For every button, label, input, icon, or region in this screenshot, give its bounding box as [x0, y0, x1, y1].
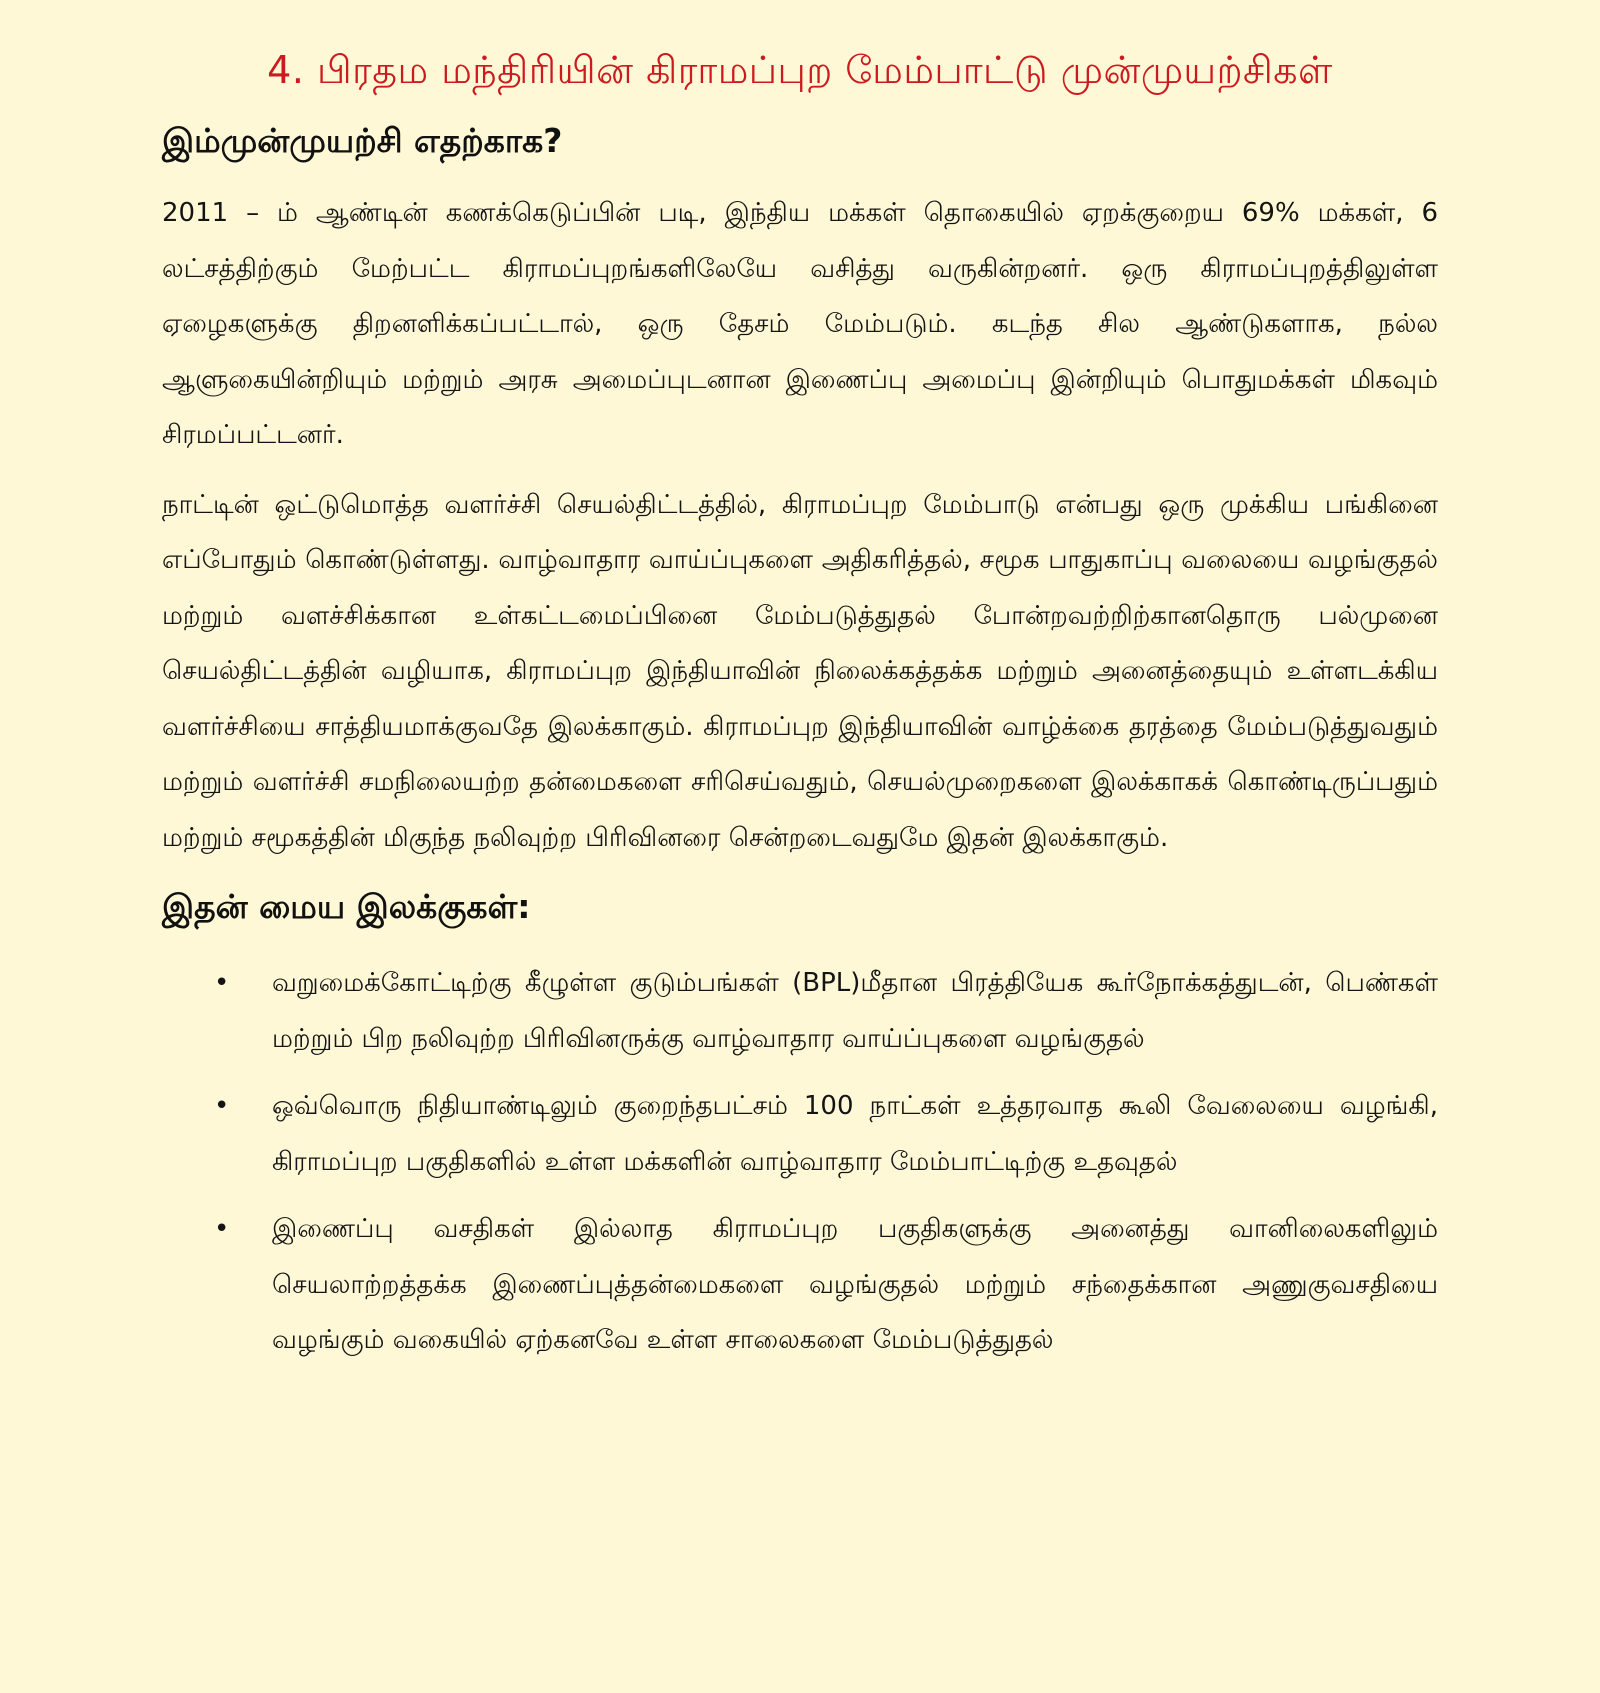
list-item — [162, 1202, 1438, 1369]
goals-list — [162, 956, 1438, 1369]
goal-text: இணைப்பு வசதிகள் இல்லாத கிராமப்புற பகுதிகளுக்கு அனைத்து வானிலைகளிலும் செயலாற்றத்தக்க இணைப்புத்தன்மைகளை வழங்குதல் மற்றும் சந்தைக்கான அணுகுவசதியை வழங்கும் வகையில் ஏற்கனவே உள்ள சாலைகளை மேம்படுத்துதல் — [272, 1214, 1438, 1355]
goal-text: வறுமைக்கோட்டிற்கு கீழுள்ள குடும்பங்கள் (BPL)மீதான பிரத்தியேக கூர்நோக்கத்துடன், பெண்கள் மற்றும் பிற நலிவுற்ற பிரிவினருக்கு வாழ்வாதார வாய்ப்புகளை வழங்குதல் — [272, 968, 1438, 1054]
page-title: 4. பிரதம மந்திரியின் கிராமப்புற மேம்பாட்டு முன்முயற்சிகள் — [267, 48, 1333, 92]
bullet-icon: • — [214, 968, 230, 998]
list-item — [162, 1079, 1438, 1190]
goal-text: ஒவ்வொரு நிதியாண்டிலும் குறைந்தபட்சம் 100 நாட்கள் உத்தரவாத கூலி வேலையை வழங்கி, கிராமப்புற பகுதிகளில் உள்ள மக்களின் வாழ்வாதார மேம்பாட்டிற்கு உதவுதல் — [272, 1091, 1438, 1177]
development-paragraph: நாட்டின் ஒட்டுமொத்த வளர்ச்சி செயல்திட்டத்தில், கிராமப்புற மேம்பாடு என்பது ஒரு முக்கிய பங்கினை எப்போதும் கொண்டுள்ளது. வாழ்வாதார வாய்ப்புகளை அதிகரித்தல், சமூக பாதுகாப்பு வலையை வழங்குதல் மற்றும் வளச்சிக்கான உள்கட்டமைப்பினை மேம்படுத்துதல் போன்றவற்றிற்கானதொரு பல்முனை செயல்திட்டத்தின் வழியாக, கிராமப்புற இந்தியாவின் நிலைக்கத்தக்க மற்றும் அனைத்தையும் உள்ளடக்கிய வளர்ச்சியை சாத்தியமாக்குவதே இலக்காகும். கிராமப்புற இந்தியாவின் வாழ்க்கை தரத்தை மேம்படுத்துவதும் மற்றும் வளர்ச்சி சமநிலையற்ற தன்மைகளை சரிசெய்வதும், செயல்முறைகளை இலக்காகக் கொண்டிருப்பதும் மற்றும் சமூகத்தின் மிகுந்த நலிவுற்ற பிரிவினரை சென்றடைவதுமே இதன் இலக்காகும். — [162, 489, 1438, 853]
list-item — [162, 956, 1438, 1067]
why-heading: இம்முன்முயற்சி எதற்காக? — [162, 121, 563, 160]
bullet-icon: • — [214, 1091, 230, 1121]
intro-paragraph: 2011 – ம் ஆண்டின் கணக்கெடுப்பின் படி, இந்திய மக்கள் தொகையில் ஏறக்குறைய 69% மக்கள், 6 லட்சத்திற்கும் மேற்பட்ட கிராமப்புறங்களிலேயே வசித்து வருகின்றனர். ஒரு கிராமப்புறத்திலுள்ள ஏழைகளுக்கு திறனளிக்கப்பட்டால், ஒரு தேசம் மேம்படும். கடந்த சில ஆண்டுகளாக, நல்ல ஆளுகையின்றியும் மற்றும் அரசு அமைப்புடனான இணைப்பு அமைப்பு இன்றியும் பொதுமக்கள் மிகவும் சிரமப்பட்டனர். — [162, 198, 1438, 450]
bullet-icon: • — [214, 1214, 230, 1244]
goals-heading: இதன் மைய இலக்குகள்: — [162, 887, 531, 926]
